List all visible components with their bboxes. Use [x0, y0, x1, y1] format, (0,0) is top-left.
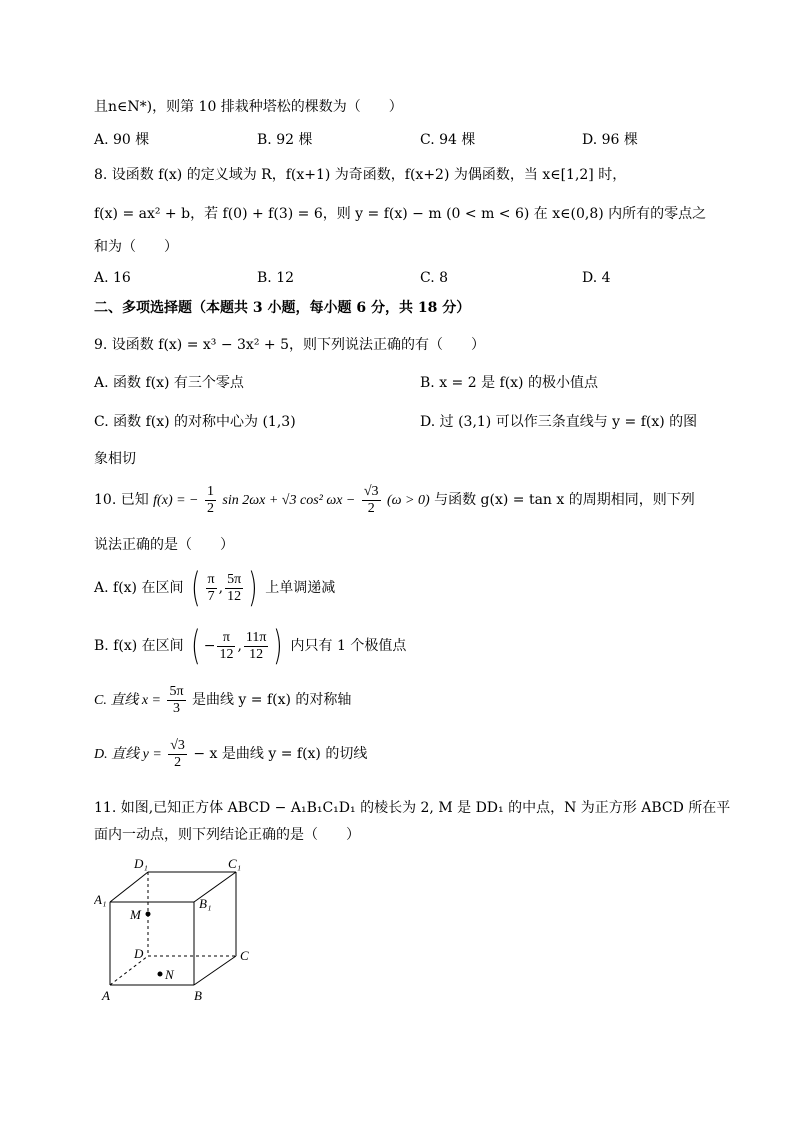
q10-half-num: 1: [206, 483, 214, 499]
open-paren: (: [191, 623, 201, 669]
q10-a-post: 上单调递减: [265, 580, 336, 596]
cube-figure: [94, 852, 264, 1004]
q10-mid: sin 2ωx + √3 cos² ωx −: [222, 493, 356, 508]
q10-b-upper-num: 11π: [245, 629, 267, 645]
q10-root-den: 2: [367, 500, 375, 516]
q10-a-lower-num: π: [207, 571, 215, 587]
label-c: C: [240, 948, 249, 963]
q7-option-b: B. 92 棵: [257, 132, 313, 148]
label-m: M: [130, 907, 141, 922]
q11-line-1: 11. 如图,已知正方体 ABCD − A₁B₁C₁D₁ 的棱长为 2, M 是 DD₁ 的中点，N 为正方形 ABCD 所在平: [94, 800, 731, 816]
q10-b-upper-den: 12: [249, 646, 264, 662]
q10-a-lower-den: 7: [207, 588, 215, 604]
q9-stem: 9. 设函数 f(x) = x³ − 3x² + 5，则下列说法正确的有（ ）: [94, 337, 485, 353]
edge-a1-d1: [110, 872, 148, 902]
q10-root: [362, 484, 381, 517]
q7-option-d: D. 96 棵: [582, 132, 638, 148]
q10-option-c: [94, 682, 351, 719]
q8-option-a: A. 16: [94, 270, 131, 286]
q10-number: 10. 已知: [94, 492, 149, 508]
q10-c-num: 5π: [169, 683, 184, 699]
label-a1: A₁: [94, 892, 107, 907]
q8-line-3: 和为（ ）: [94, 239, 178, 255]
label-a: A: [102, 988, 110, 1003]
q10-d-post: − x 是曲线 y = f(x) 的切线: [193, 746, 368, 762]
close-paren: ): [248, 565, 258, 611]
close-paren: ): [273, 623, 283, 669]
label-c1: C₁: [228, 856, 242, 871]
q7-option-a: A. 90 棵: [94, 132, 150, 148]
q10-c-post: 是曲线 y = f(x) 的对称轴: [191, 692, 352, 708]
q10-option-b: B. f(x) 在区间 ( − $\frac{\pi}{12}$ , $\frac{11\pi}{12}$ ) 内只有 1 个极值点: [94, 623, 407, 669]
q9-option-c: C. 函数 f(x) 的对称中心为 (1,3): [94, 414, 296, 430]
q8-option-b: B. 12: [257, 270, 295, 286]
q10-a-upper: [225, 572, 243, 605]
q10-b-post: 内只有 1 个极值点: [290, 638, 407, 654]
q10-stem: [94, 482, 695, 519]
q10-root-num: √3: [363, 483, 379, 499]
q10-tail: 与函数 g(x) = tan x 的周期相同，则下列: [434, 492, 695, 508]
q7-tail: 且n∈N*)，则第 10 排栽种塔松的棵数为（ ）: [94, 99, 403, 115]
q10-d-num: √3: [170, 737, 185, 753]
label-b: B: [194, 988, 202, 1003]
point-n: [158, 972, 163, 977]
open-paren: (: [191, 565, 201, 611]
q10-half-den: 2: [206, 500, 214, 516]
q10-c-den: 3: [172, 700, 180, 716]
q8-option-c: C. 8: [420, 270, 449, 286]
q10-a-pre: A. f(x) 在区间: [94, 580, 184, 596]
q10-f-prefix: f(x) = −: [153, 493, 199, 508]
q10-cond: (ω > 0): [386, 493, 430, 508]
q9-tail: 象相切: [94, 451, 136, 467]
point-m: [146, 912, 151, 917]
q10-option-d: [94, 736, 367, 773]
q10-d-pre: D. 直线 y =: [94, 747, 162, 762]
q10-a-lower: [206, 572, 217, 605]
q10-a-upper-num: 5π: [227, 571, 242, 587]
label-b1: B₁: [199, 896, 212, 911]
q11-line-2: 面内一动点，则下列结论正确的是（ ）: [94, 827, 360, 843]
edge-b-c: [194, 956, 236, 985]
q8-line-1: 8. 设函数 f(x) 的定义域为 R，f(x+1) 为奇函数，f(x+2) 为偶函数，当 x∈[1,2] 时，: [94, 167, 627, 183]
q10-b-pre: B. f(x) 在区间: [94, 638, 184, 654]
section-2-heading: 二、多项选择题（本题共 3 小题，每小题 6 分，共 18 分）: [94, 300, 471, 316]
q10-a-upper-den: 12: [227, 588, 242, 604]
q10-b-lower-num: π: [217, 630, 235, 647]
label-d1: D₁: [134, 856, 148, 871]
q10-option-a: A. f(x) 在区间 ( $\frac{\pi}{7}$ , $\frac{5\pi}{12}$ ) 上单调递减: [94, 565, 336, 611]
q10-b-lower-den: 12: [219, 646, 234, 662]
q8-line-2: f(x) = ax² + b，若 f(0) + f(3) = 6，则 y = f(x) − m (0 < m < 6) 在 x∈(0,8) 内所有的零点之: [94, 206, 707, 222]
label-d: D: [134, 946, 144, 961]
q9-option-d: D. 过 (3,1) 可以作三条直线与 y = f(x) 的图: [420, 414, 698, 430]
q10-c-frac: [167, 684, 185, 717]
q10-line-2: 说法正确的是（ ）: [94, 537, 234, 553]
q9-option-a: A. 函数 f(x) 有三个零点: [94, 375, 244, 391]
q9-option-b: B. x = 2 是 f(x) 的极小值点: [420, 375, 598, 391]
q10-half: [205, 484, 216, 517]
q7-option-c: C. 94 棵: [420, 132, 476, 148]
q10-b-lower: [217, 630, 235, 663]
q10-d-den: 2: [174, 754, 182, 770]
q8-option-d: D. 4: [582, 270, 611, 286]
q10-d-frac: [168, 738, 187, 771]
q10-b-upper: [244, 630, 269, 663]
q10-c-pre: C. 直线 x =: [94, 693, 161, 708]
label-n: N: [165, 967, 174, 982]
